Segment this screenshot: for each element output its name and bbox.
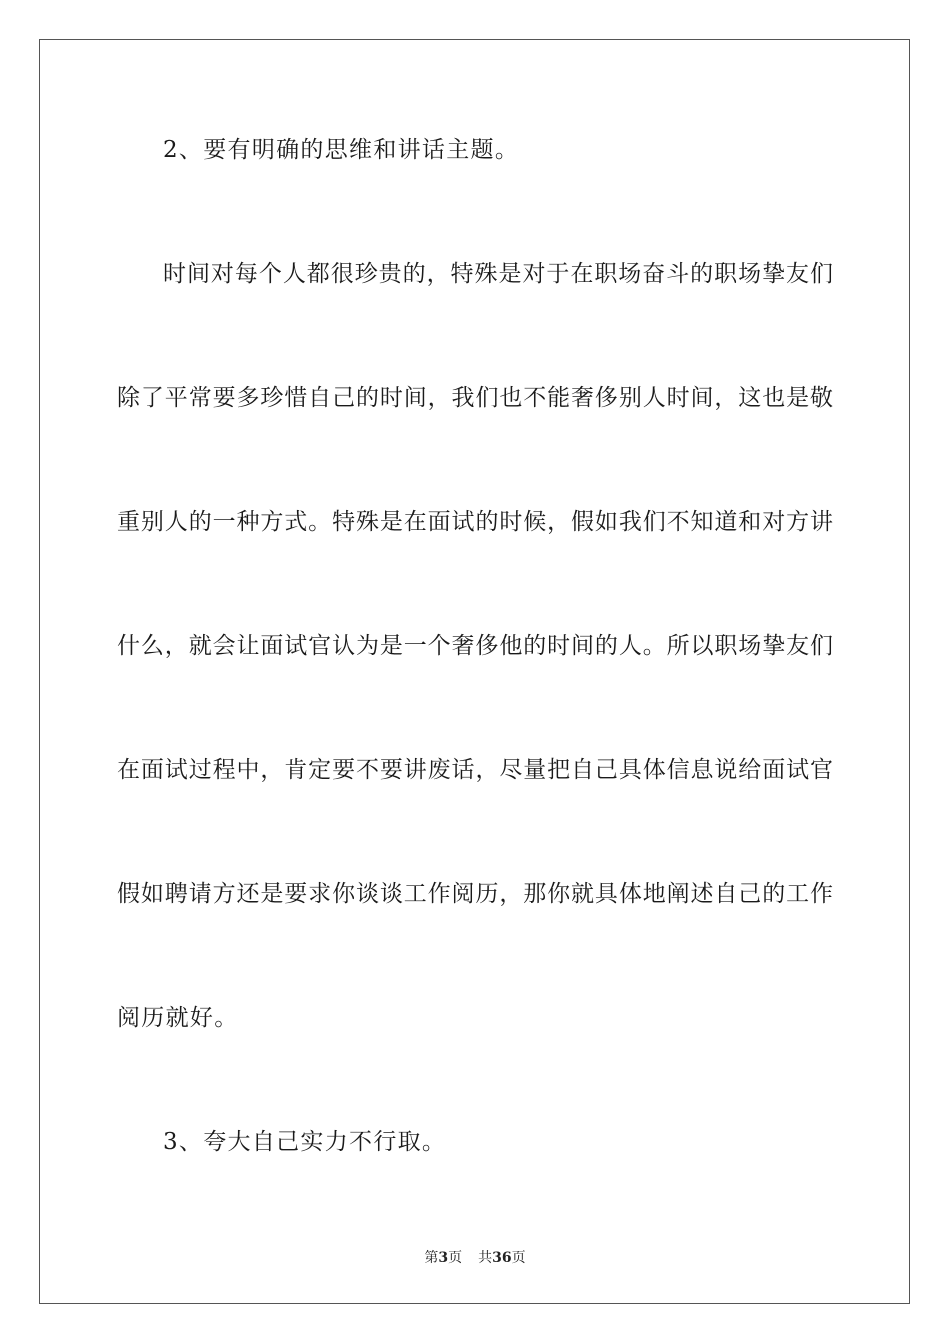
heading-point-3: 3、夸大自己实力不行取。 [163, 1129, 447, 1155]
total-suffix: 页 [511, 1250, 526, 1266]
paragraph-line: 重别人的一种方式。特殊是在面试的时候，假如我们不知道和对方讲 [117, 509, 833, 535]
total-pages: 36 [492, 1250, 512, 1266]
paragraph-line: 什么，就会让面试官认为是一个奢侈他的时间的人。所以职场挚友们 [117, 633, 833, 659]
paragraph-line: 除了平常要多珍惜自己的时间，我们也不能奢侈别人时间，这也是敬 [117, 385, 833, 411]
page-number: 3 [438, 1250, 449, 1266]
page-suffix: 页 [448, 1250, 463, 1266]
heading-point-2: 2、要有明确的思维和讲话主题。 [163, 137, 520, 163]
page-border [39, 39, 910, 1304]
page-prefix: 第 [424, 1250, 439, 1266]
total-prefix: 共 [478, 1250, 493, 1266]
paragraph-line: 时间对每个人都很珍贵的，特殊是对于在职场奋斗的职场挚友们 [163, 261, 833, 287]
paragraph-line: 阅历就好。 [117, 1005, 239, 1031]
paragraph-line: 在面试过程中，肯定要不要讲废话，尽量把自己具体信息说给面试官 [117, 757, 833, 783]
paragraph-line: 假如聘请方还是要求你谈谈工作阅历，那你就具体地阐述自己的工作 [117, 881, 833, 907]
page-footer [0, 1249, 950, 1267]
